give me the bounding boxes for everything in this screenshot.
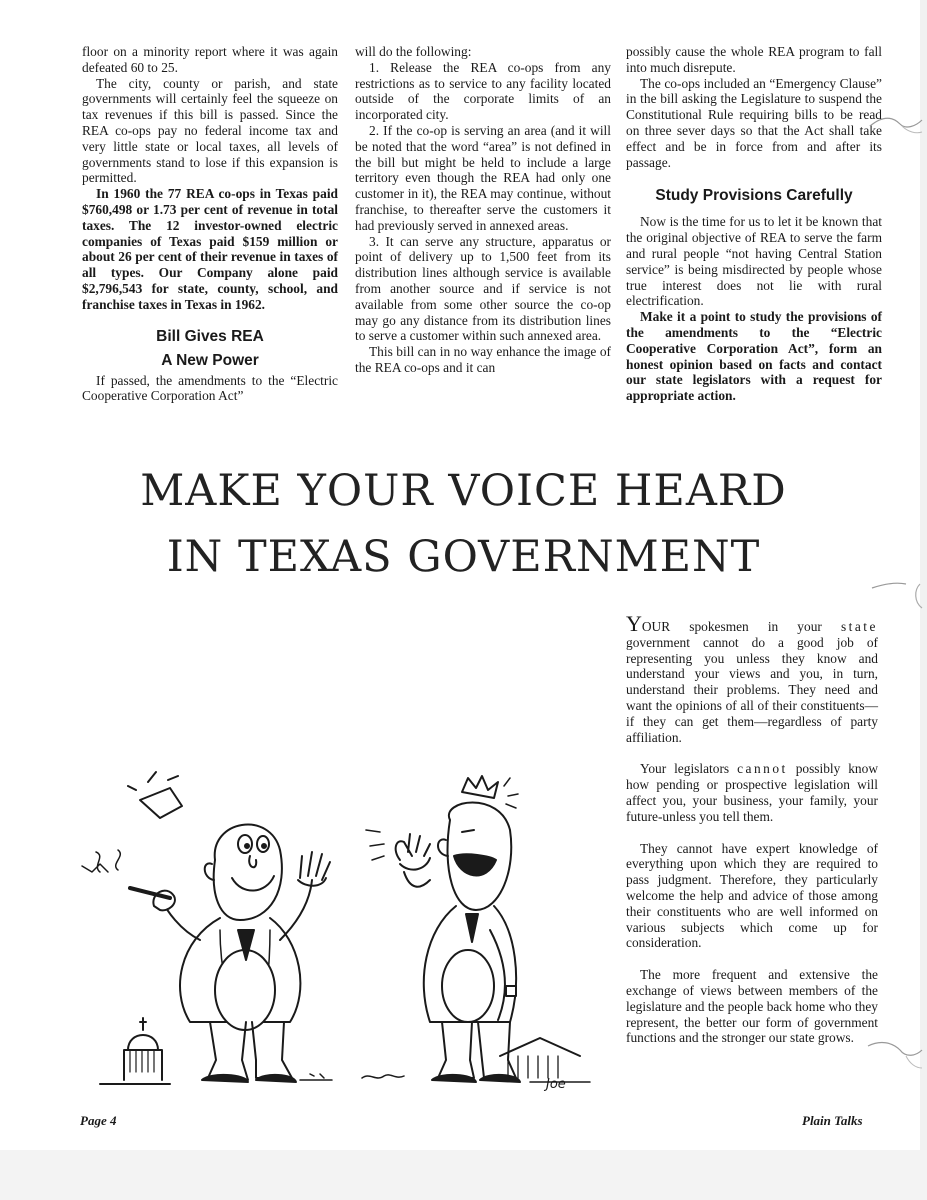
paragraph: possibly cause the whole REA program to fall into much disrepute. [626,44,882,75]
paper-clip-mark-icon [870,578,926,612]
page-number: Page 4 [80,1113,117,1128]
paper-clip-mark-icon [868,112,924,142]
paragraph: The city, county or parish, and state governments will certainly feel the squeeze on tax revenues if this bill is passed. Since the REA co-ops pay no federal income tax and very little state or local taxes, all levels of governments stand to lose if this expansion is permitted. [82,75,338,186]
sidebar-paragraph: Your legislators cannot possibly know how pending or prospective legislation will affect you, your business, your family, your future-unless you tell them. [626,761,878,824]
headline-line-1: MAKE YOUR VOICE HEARD [140,466,787,516]
sidebar-paragraph: They cannot have expert knowledge of everything upon which they are required to pass judgment. Therefore, they particularly welcome the help and advice of those among their constituents who are well informed on various subjects which come up for consideration. [626,840,878,951]
publication-name: Plain Talks [802,1113,863,1128]
paragraph: Now is the time for us to let it be known that the original objective of REA to serve the farm and rural people “not having Central Station service” is being misdirected by people whose true interest does not lie with rural electrification. [626,214,882,309]
drop-cap: Y [626,611,642,636]
paragraph-bold: In 1960 the 77 REA co-ops in Texas paid $760,498 or 1.73 per cent of revenue in total taxes. The 12 investor-owned electric companies of Texas paid $159 million or about 26 per cent of their revenue in taxes of all types. Our Company alone paid $2,796,543 for state, county, school, and franchise taxes in Texas in 1962. [82,186,338,312]
list-item: 3. It can serve any structure, apparatus or point of delivery up to 1,500 feet from its distribution lines although service is available from another source and if service is not available from some other source the co-op may go any distance from its distribution lines to serve a customer within such annexed area. [355,233,611,344]
paragraph: The co-ops included an “Emergency Clause” in the bill asking the Legislature to suspend the Constitutional Rule requiring bills to be read on three sever days so that the Act shall take effect and be in force from and after its passage. [626,75,882,170]
paragraph: This bill can in no way enhance the image of the REA co-ops and it can [355,344,611,375]
cartoon-illustration [70,760,610,1105]
article-column-3 [626,44,882,404]
politician-figure-left [82,772,332,1084]
headline-line-2: IN TEXAS GOVERNMENT [166,532,761,582]
politician-figure-right [362,776,590,1082]
sidebar-paragraph: YOUR spokesmen in your state government cannot do a good job of representing you unless they know and understand your views and you, in turn, understand their problems. They need and want the opinions of all of their constituents—if they can get them—regardless of party affiliation. [626,611,878,745]
artist-signature: Joe [546,1077,566,1092]
sidebar-text [626,611,878,1062]
article-column-1 [82,44,338,404]
scan-bottom-margin [0,1150,927,1200]
subheading-new-power: A New Power [161,351,259,369]
paragraph: will do the following: [355,44,472,59]
subheading-bill-gives-rea: Bill Gives REA [156,327,264,345]
subheading-study-provisions: Study Provisions Carefully [655,187,853,205]
article-column-2 [355,44,611,376]
list-item: 1. Release the REA co-ops from any restrictions as to service to any facility located outside of the corporate limits of an incorporated city. [355,59,611,123]
list-item: 2. If the co-op is serving an area (and it will be noted that the word “area” is not defined in the bill but might be held to include a large territory even though the REA had only one customer in it), the REA may continue, without franchise, to thereafter serve the customers it had previously served in annexed areas. [355,122,611,233]
paragraph: If passed, the amendments to the “Electric Cooperative Corporation Act” [82,372,338,404]
sidebar-paragraph: The more frequent and extensive the exchange of views between members of the legislature and the people back home who they represent, the better our form of government functions and the stronger our state grows. [626,967,878,1046]
paragraph: floor on a minority report where it was again defeated 60 to 25. [82,44,338,75]
paragraph-bold: Make it a point to study the provisions of the amendments to the “Electric Cooperative Corporation Act”, form an honest opinion based on facts and contact our state legislators with a request for appropriate action. [626,309,882,404]
